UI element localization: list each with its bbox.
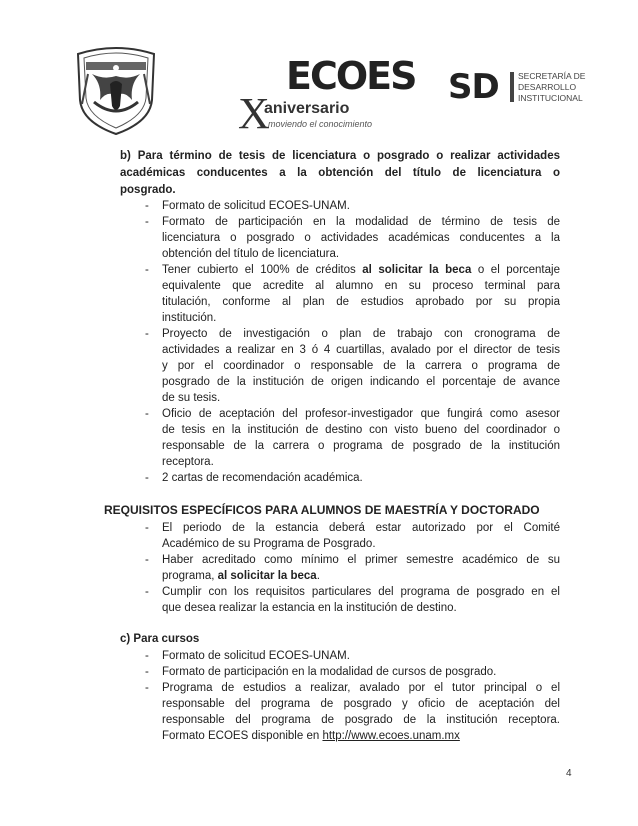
bullet-dash: -: [145, 586, 149, 598]
list-item: titulación, conforme al plan de estudios aprobado por su propia: [162, 296, 560, 308]
unam-seal-logo: [72, 44, 160, 136]
list-item: equivalente que acredite al alumno en su proceso terminal para: [162, 280, 560, 292]
ecoes-url-link[interactable]: http://www.ecoes.unam.mx: [322, 730, 460, 742]
list-item: Formato de solicitud ECOES-UNAM.: [162, 650, 350, 662]
list-item: Proyecto de investigación o plan de trabajo con cronograma de: [162, 328, 560, 340]
bullet-dash: -: [145, 264, 149, 276]
ecoes-roman-x: X: [238, 89, 270, 138]
bullet-dash: -: [145, 408, 149, 420]
bullet-dash: -: [145, 650, 149, 662]
section-c-heading: c) Para cursos: [120, 633, 200, 645]
list-item: responsable de la carrera o programa de posgrado de la institución: [162, 440, 560, 452]
list-item: Tener cubierto el 100% de créditos al solicitar la beca o el porcentaje: [162, 264, 560, 276]
ecoes-wordmark: ECOES: [286, 54, 416, 98]
section-b-heading-line2: académicas conducentes a la obtención del título de licenciatura o: [120, 167, 560, 179]
page-number: 4: [566, 768, 572, 779]
list-item: licenciatura o posgrado o actividades académicas conducentes a la: [162, 232, 560, 244]
list-item: 2 cartas de recomendación académica.: [162, 472, 363, 484]
sdi-text: SECRETARÍA DE DESARROLLO INSTITUCIONAL: [518, 71, 586, 103]
section-b-heading-line3: posgrado.: [120, 184, 176, 196]
section-b-heading-line1: b) Para término de tesis de licenciatura o posgrado o realizar actividades: [120, 150, 560, 162]
list-item: responsable del programa de posgrado de la institución receptora.: [162, 714, 560, 726]
list-item: posgrado de la institución de origen indicando el porcentaje de avance: [162, 376, 560, 388]
list-item: Formato ECOES disponible en http://www.ecoes.unam.mx: [162, 730, 460, 742]
bullet-dash: -: [145, 472, 149, 484]
list-item: de su tesis.: [162, 392, 221, 404]
page-header: [0, 0, 638, 140]
sdi-logo: [448, 68, 598, 108]
list-item: y por el coordinador o responsable de la carrera o programa de: [162, 360, 560, 372]
list-item: actividades a realizar en 3 ó 4 cuartillas, avalado por el director de tesis: [162, 344, 560, 356]
sdi-divider: [510, 72, 514, 102]
list-item: Programa de estudios a realizar, avalado por el tutor principal o el: [162, 682, 560, 694]
list-item: Académico de su Programa de Posgrado.: [162, 538, 376, 550]
sdi-mark: SD: [448, 67, 499, 107]
list-item: Formato de solicitud ECOES-UNAM.: [162, 200, 350, 212]
ecoes-tagline: moviendo el conocimiento: [268, 119, 373, 129]
bullet-dash: -: [145, 554, 149, 566]
list-item: que desea realizar la estancia en la institución de destino.: [162, 602, 457, 614]
list-item: responsable del programa de posgrado y oficio de aceptación del: [162, 698, 560, 710]
list-item: programa, al solicitar la beca.: [162, 570, 320, 582]
list-item: institución.: [162, 312, 217, 324]
requisitos-heading: REQUISITOS ESPECÍFICOS PARA ALUMNOS DE MAESTRÍA Y DOCTORADO: [104, 503, 540, 517]
bullet-dash: -: [145, 666, 149, 678]
ecoes-anniversary-logo: [238, 54, 416, 138]
bullet-dash: -: [145, 200, 149, 212]
list-item: receptora.: [162, 456, 214, 468]
list-item: de tesis en la institución de destino con visto bueno del coordinador o: [162, 424, 560, 436]
list-item: El periodo de la estancia deberá estar autorizado por el Comité: [162, 522, 560, 534]
list-item: obtención del título de licenciatura.: [162, 248, 340, 260]
ecoes-aniversario: aniversario: [264, 100, 350, 117]
bullet-dash: -: [145, 328, 149, 340]
bullet-dash: -: [145, 682, 149, 694]
list-item: Oficio de aceptación del profesor-investigador que fungirá como asesor: [162, 408, 560, 420]
list-item: Haber acreditado como mínimo el primer semestre académico de su: [162, 554, 560, 566]
list-item: Formato de participación en la modalidad de cursos de posgrado.: [162, 666, 497, 678]
list-item: Cumplir con los requisitos particulares del programa de posgrado en el: [162, 586, 560, 598]
bullet-dash: -: [145, 522, 149, 534]
bullet-dash: -: [145, 216, 149, 228]
list-item: Formato de participación en la modalidad de término de tesis de: [162, 216, 560, 228]
